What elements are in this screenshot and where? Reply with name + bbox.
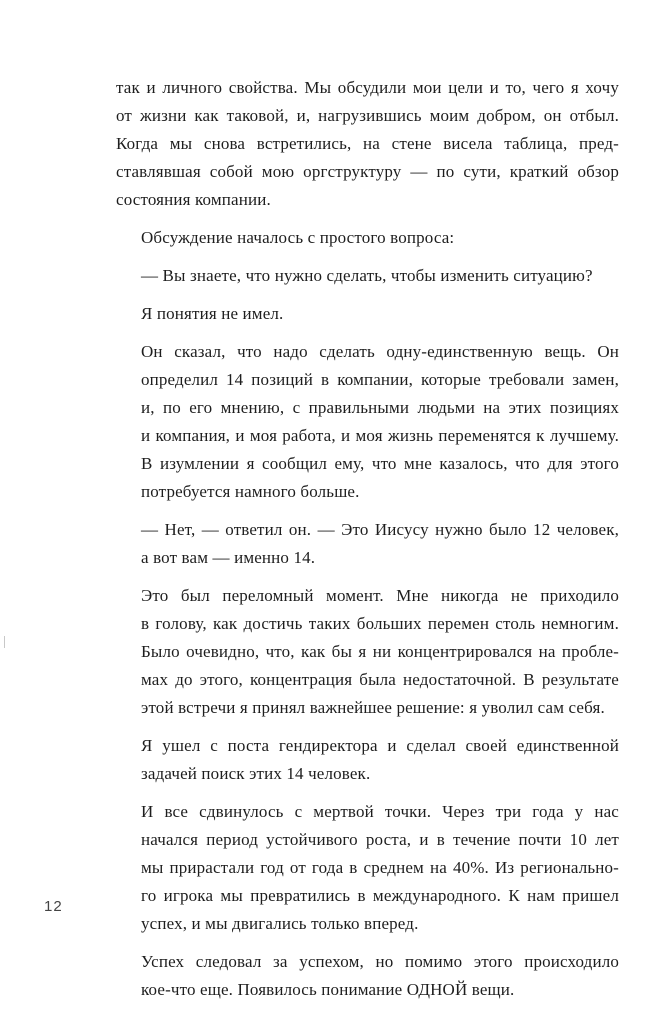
text-line: Было очевидно, что, как бы я ни концентрировался на пробле- — [141, 642, 619, 661]
text-line: кое-что еще. Появилось понимание ОДНОЙ вещи. — [141, 980, 515, 999]
text-line: Я ушел с поста гендиректора и сделал своей единственной — [141, 736, 619, 755]
text-line: В изумлении я сообщил ему, что мне казалось, что для этого — [141, 454, 619, 473]
paragraph — [116, 732, 619, 788]
paragraph — [116, 948, 619, 1004]
text-line: и компания, и моя работа, и моя жизнь переменятся к лучшему. — [141, 426, 619, 445]
page-edge-mark — [4, 636, 5, 648]
page-number: 12 — [44, 898, 63, 915]
text-line: успех, и мы двигались только вперед. — [141, 914, 419, 933]
paragraph — [116, 262, 619, 290]
paragraph — [116, 798, 619, 938]
text-line: в голову, как достичь таких больших перемен столь немногим. — [141, 614, 619, 633]
paragraph — [116, 338, 619, 506]
text-line: го игрока мы превратились в международного. К нам пришел — [141, 886, 619, 905]
text-line: мы прирастали год от года в среднем на 40%. Из регионально- — [141, 858, 619, 877]
text-line: Обсуждение началось с простого вопроса: — [141, 228, 455, 247]
text-line: задачей поиск этих 14 человек. — [141, 764, 371, 783]
paragraph — [116, 74, 619, 214]
text-line: — Нет, — ответил он. — Это Иисусу нужно было 12 человек, — [141, 520, 619, 539]
text-line: определил 14 позиций в компании, которые требовали замен, — [141, 370, 619, 389]
text-line: так и личного свойства. Мы обсудили мои цели и то, чего я хочу — [116, 78, 619, 97]
text-line: Он сказал, что надо сделать одну-единственную вещь. Он — [141, 342, 619, 361]
paragraph — [116, 300, 619, 328]
text-line: этой встречи я принял важнейшее решение: я уволил сам себя. — [141, 698, 605, 717]
paragraph — [116, 224, 619, 252]
paragraph — [116, 516, 619, 572]
text-line: Я понятия не имел. — [141, 304, 284, 323]
text-line: начался период устойчивого роста, и в течение почти 10 лет — [141, 830, 619, 849]
text-line: ставлявшая собой мою оргструктуру — по сути, краткий обзор — [116, 162, 619, 181]
text-line: от жизни как таковой, и, нагрузившись моим добром, он отбыл. — [116, 106, 619, 125]
text-line: потребуется намного больше. — [141, 482, 360, 501]
text-line: Успех следовал за успехом, но помимо этого происходило — [141, 952, 619, 971]
paragraph — [116, 582, 619, 722]
text-line: и, по его мнению, с правильными людьми на этих позициях — [141, 398, 619, 417]
text-line: И все сдвинулось с мертвой точки. Через три года у нас — [141, 802, 619, 821]
text-line: а вот вам — именно 14. — [141, 548, 316, 567]
text-line: — Вы знаете, что нужно сделать, чтобы изменить ситуацию? — [141, 266, 593, 285]
text-line: Когда мы снова встретились, на стене висела таблица, пред- — [116, 134, 619, 153]
text-line: Это был переломный момент. Мне никогда не приходило — [141, 586, 619, 605]
text-line: мах до этого, концентрация была недостаточной. В результате — [141, 670, 619, 689]
body-text — [116, 74, 619, 1014]
text-line: состояния компании. — [116, 190, 271, 209]
